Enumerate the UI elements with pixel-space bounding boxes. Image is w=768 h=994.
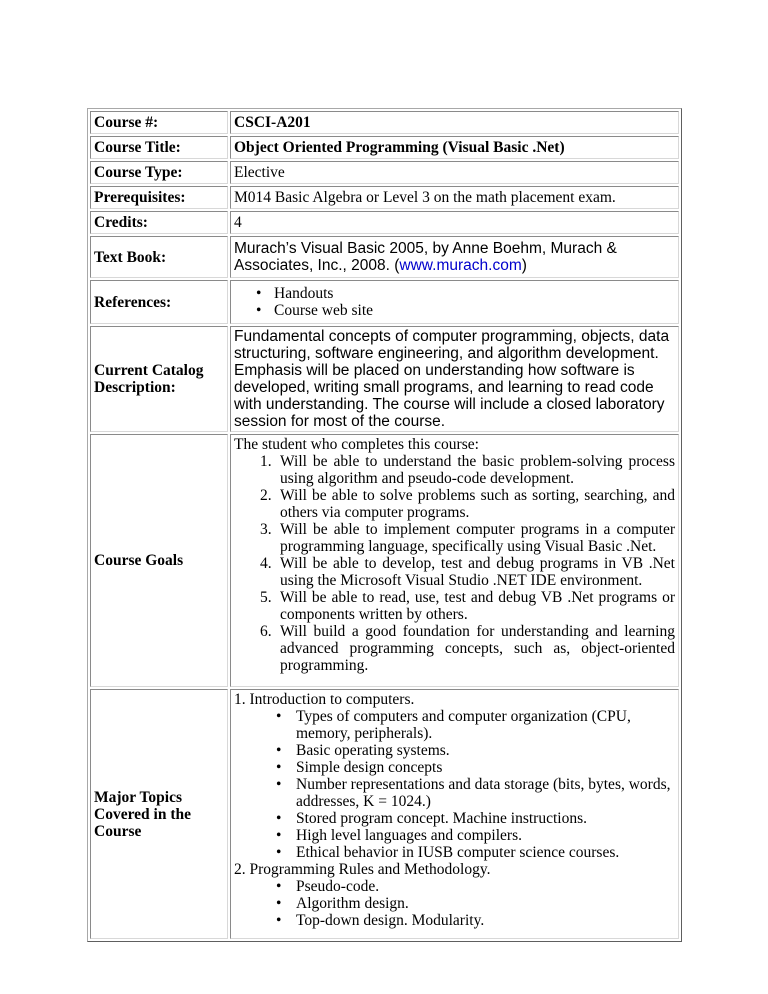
goal-number: 3. <box>260 521 272 538</box>
list-item <box>260 589 675 623</box>
row-course-number <box>90 111 679 134</box>
list-item <box>260 453 675 487</box>
list-item: • Course web site <box>274 302 675 319</box>
list-item: • Algorithm design. <box>274 895 675 912</box>
value-credits: 4 <box>230 211 679 234</box>
text-book-citation: Murach’s Visual Basic 2005, by Anne Boehm, Murach & Associates, Inc., 2008. ( <box>234 240 617 274</box>
goal-number: 2. <box>260 487 272 504</box>
goal-text: Will be able to read, use, test and debug VB .Net programs or components written by others. <box>280 589 675 623</box>
murach-link[interactable]: www.murach.com <box>399 257 522 274</box>
goal-text: Will be able to implement computer programs in a computer programming language, specifically using Visual Basic .Net. <box>280 521 675 555</box>
row-credits <box>90 211 679 234</box>
list-item <box>260 487 675 521</box>
label-references: References: <box>90 280 228 324</box>
topic-list <box>234 878 675 929</box>
value-topics <box>230 689 679 939</box>
goal-number: 6. <box>260 623 272 640</box>
goal-text: Will be able to understand the basic problem-solving process using algorithm and pseudo-code development. <box>280 453 675 487</box>
list-item: • Types of computers and computer organization (CPU, memory, peripherals). <box>274 708 675 742</box>
row-text-book <box>90 236 679 278</box>
list-item <box>260 555 675 589</box>
value-goals <box>230 434 679 687</box>
goals-intro: The student who completes this course: <box>234 436 479 453</box>
list-item: • Simple design concepts <box>274 759 675 776</box>
list-item: • Stored program concept. Machine instructions. <box>274 810 675 827</box>
topic-list <box>234 708 675 861</box>
row-catalog <box>90 326 679 432</box>
value-text-book <box>230 236 679 278</box>
list-item <box>260 521 675 555</box>
row-prerequisites <box>90 186 679 209</box>
row-course-title <box>90 136 679 159</box>
row-course-type <box>90 161 679 184</box>
list-item: • Ethical behavior in IUSB computer science courses. <box>274 844 675 861</box>
goal-text: Will be able to solve problems such as sorting, searching, and others via computer programs. <box>280 487 675 521</box>
value-course-number: CSCI-A201 <box>230 111 679 134</box>
list-item: • Handouts <box>274 285 675 302</box>
goal-text: Will build a good foundation for understanding and learning advanced programming concepts, such as, object-oriented programming. <box>280 623 675 674</box>
label-topics: Major Topics Covered in the Course <box>90 689 228 939</box>
topic-heading: 1. Introduction to computers. <box>234 691 415 708</box>
value-references <box>230 280 679 324</box>
label-course-type: Course Type: <box>90 161 228 184</box>
topic-heading: 2. Programming Rules and Methodology. <box>234 861 491 878</box>
list-item <box>260 623 675 674</box>
text-book-suffix: ) <box>521 257 527 274</box>
goals-list <box>234 453 675 674</box>
label-catalog: Current Catalog Description: <box>90 326 228 432</box>
list-item: • High level languages and compilers. <box>274 827 675 844</box>
list-item: • Number representations and data storage (bits, bytes, words, addresses, K = 1024.) <box>274 776 675 810</box>
row-references <box>90 280 679 324</box>
row-goals <box>90 434 679 687</box>
label-course-number: Course #: <box>90 111 228 134</box>
list-item: • Basic operating systems. <box>274 742 675 759</box>
goal-text: Will be able to develop, test and debug programs in VB .Net using the Microsoft Visual Studio .NET IDE environment. <box>280 555 675 589</box>
value-catalog: Fundamental concepts of computer programming, objects, data structuring, software engineering, and algorithm development. Emphasis will be placed on understanding how software is developed, writing small programs, and learning to read code with understanding. The course will include a closed laboratory session for most of the course. <box>230 326 679 432</box>
goal-number: 1. <box>260 453 272 470</box>
value-prerequisites: M014 Basic Algebra or Level 3 on the math placement exam. <box>230 186 679 209</box>
label-course-title: Course Title: <box>90 136 228 159</box>
goal-number: 4. <box>260 555 272 572</box>
label-goals: Course Goals <box>90 434 228 687</box>
goal-number: 5. <box>260 589 272 606</box>
references-list <box>234 285 675 319</box>
row-topics <box>90 689 679 939</box>
list-item: • Top-down design. Modularity. <box>274 912 675 929</box>
value-course-type: Elective <box>230 161 679 184</box>
label-text-book: Text Book: <box>90 236 228 278</box>
list-item: • Pseudo-code. <box>274 878 675 895</box>
value-course-title: Object Oriented Programming (Visual Basic .Net) <box>230 136 679 159</box>
label-prerequisites: Prerequisites: <box>90 186 228 209</box>
label-credits: Credits: <box>90 211 228 234</box>
course-info-table <box>87 108 682 942</box>
